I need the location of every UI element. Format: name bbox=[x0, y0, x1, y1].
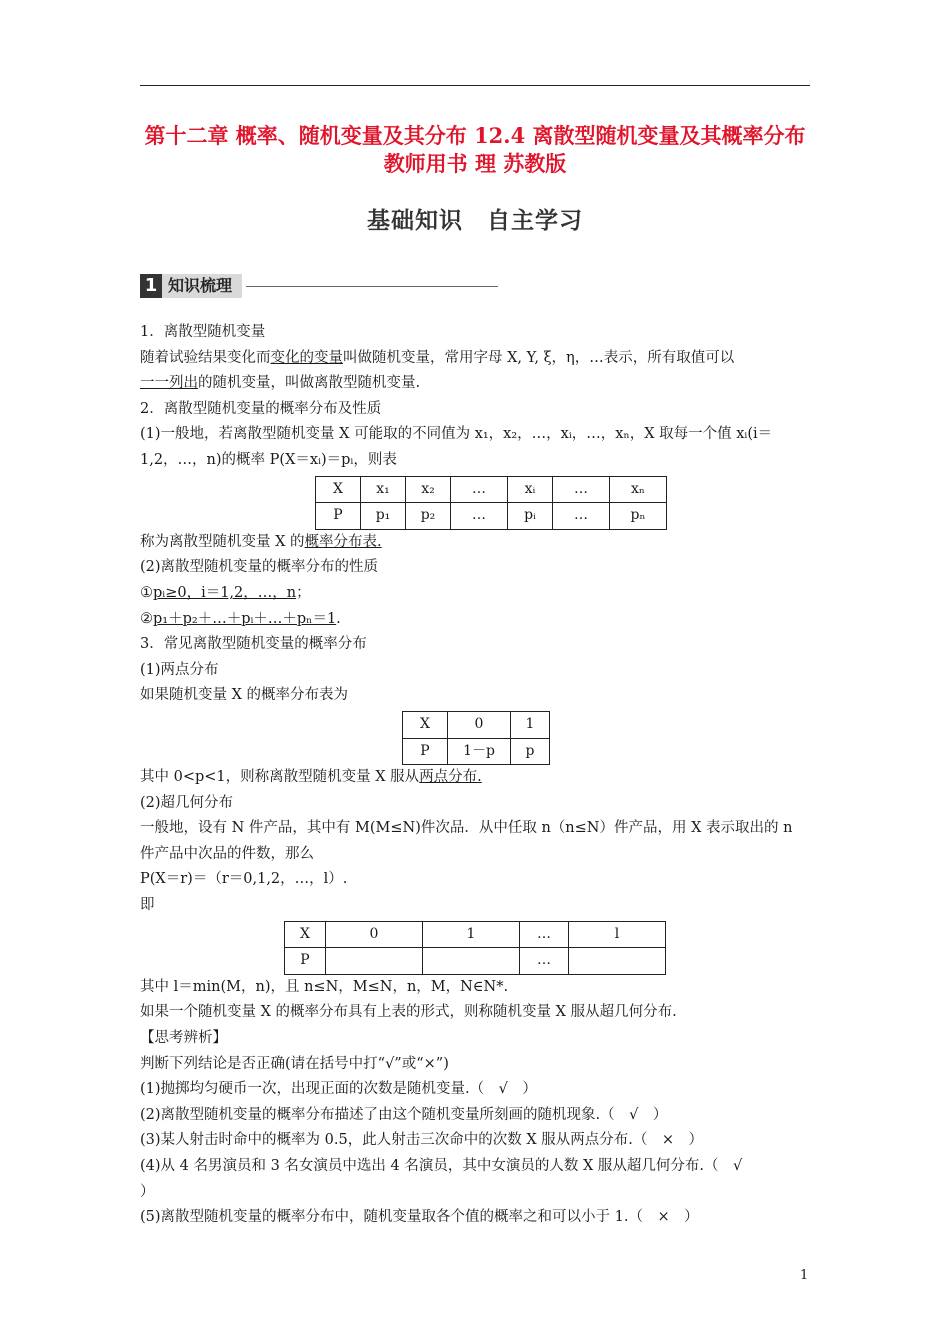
section-subtitle: 基础知识 自主学习 bbox=[367, 208, 583, 234]
document-title: 第十二章 概率、随机变量及其分布 12.4 离散型随机变量及其概率分布教师用书 理 苏教版 bbox=[144, 123, 806, 176]
section-header bbox=[140, 274, 498, 298]
s2-prop1: ①pᵢ≥0，i＝1,2，…，n； bbox=[140, 584, 311, 601]
section-divider bbox=[246, 286, 498, 287]
s2-prop2: ②p₁＋p₂＋…＋pᵢ＋…＋pₙ＝1. bbox=[140, 610, 341, 627]
s3-line1: 如果随机变量 X 的概率分布表为 bbox=[140, 687, 349, 704]
table-row: X 0 1 … l bbox=[285, 921, 666, 948]
think-q2: (2)离散型随机变量的概率分布描述了由这个随机变量所刻画的随机现象.（ √ ） bbox=[140, 1106, 668, 1123]
think-q5: (5)离散型随机变量的概率分布中，随机变量取各个值的概率之和可以小于 1.（ × ） bbox=[140, 1209, 699, 1226]
s3-head: 3．常见离散型随机变量的概率分布 bbox=[140, 636, 367, 653]
s3-line5: P(X＝r)＝（r＝0,1,2，…，l）. bbox=[140, 871, 348, 888]
table-row: X 0 1 bbox=[403, 711, 550, 738]
s3-line4: 件产品中次品的件数，那么 bbox=[140, 845, 314, 862]
think-q4b: ） bbox=[140, 1183, 155, 1200]
s2-para1b: 1,2，…，n)的概率 P(X＝xᵢ)＝pᵢ，则表 bbox=[140, 451, 397, 468]
s2-para1a: (1)一般地，若离散型随机变量 X 可能取的不同值为 x₁，x₂，…，xᵢ，…，xₙ，X 取每一个值 xᵢ(i＝ bbox=[140, 426, 773, 443]
s3-line3: 一般地，设有 N 件产品，其中有 M(M≤N)件次品．从中任取 n（n≤N）件产品，用 X 表示取出的 n bbox=[140, 820, 793, 837]
section-number: 1 bbox=[140, 274, 162, 298]
table-row: P p₁ p₂ … pᵢ … pₙ bbox=[316, 503, 667, 530]
s2-para2: (2)离散型随机变量的概率分布的性质 bbox=[140, 559, 379, 576]
two-point-table bbox=[402, 711, 550, 765]
table-row: X x₁ x₂ … xᵢ … xₙ bbox=[316, 476, 667, 503]
think-intro: 判断下列结论是否正确(请在括号中打“√”或“×”) bbox=[140, 1055, 449, 1072]
page-number: 1 bbox=[800, 1268, 809, 1283]
s3-line8: 如果一个随机变量 X 的概率分布具有上表的形式，则称随机变量 X 服从超几何分布. bbox=[140, 1004, 677, 1021]
s3-line6: 即 bbox=[140, 897, 155, 914]
s1-head: 1．离散型随机变量 bbox=[140, 324, 266, 340]
s1-line1: 随着试验结果变化而变化的变量叫做随机变量，常用字母 X, Y, ξ，η，…表示，所有取值可以 bbox=[140, 349, 735, 366]
header-rule bbox=[140, 85, 810, 86]
table-row: P … bbox=[285, 948, 666, 975]
hypergeometric-table bbox=[284, 921, 666, 975]
content bbox=[140, 320, 812, 1231]
s3-sub2: (2)超几何分布 bbox=[140, 794, 234, 811]
s3-line2: 其中 0<p<1，则称离散型随机变量 X 服从两点分布. bbox=[140, 769, 482, 786]
s2-head: 2．离散型随机变量的概率分布及性质 bbox=[140, 400, 382, 417]
table-row: P 1－p p bbox=[403, 738, 550, 765]
s3-line7: 其中 l＝min(M，n)，且 n≤N，M≤N，n，M，N∈N*. bbox=[140, 978, 509, 995]
s2-after-table: 称为离散型随机变量 X 的概率分布表. bbox=[140, 533, 382, 550]
s3-sub1: (1)两点分布 bbox=[140, 661, 219, 678]
think-head: 【思考辨析】 bbox=[140, 1030, 227, 1047]
think-q1: (1)抛掷均匀硬币一次，出现正面的次数是随机变量.（ √ ） bbox=[140, 1081, 537, 1098]
section-label: 知识梳理 bbox=[162, 274, 242, 298]
think-q4a: (4)从 4 名男演员和 3 名女演员中选出 4 名演员，其中女演员的人数 X 服从超几何分布.（ √ bbox=[140, 1158, 743, 1174]
distribution-table bbox=[315, 476, 667, 530]
s1-line2: 一一列出的随机变量，叫做离散型随机变量. bbox=[140, 375, 421, 392]
think-q3: (3)某人射击时命中的概率为 0.5，此人射击三次命中的次数 X 服从两点分布.（ × ） bbox=[140, 1132, 704, 1149]
